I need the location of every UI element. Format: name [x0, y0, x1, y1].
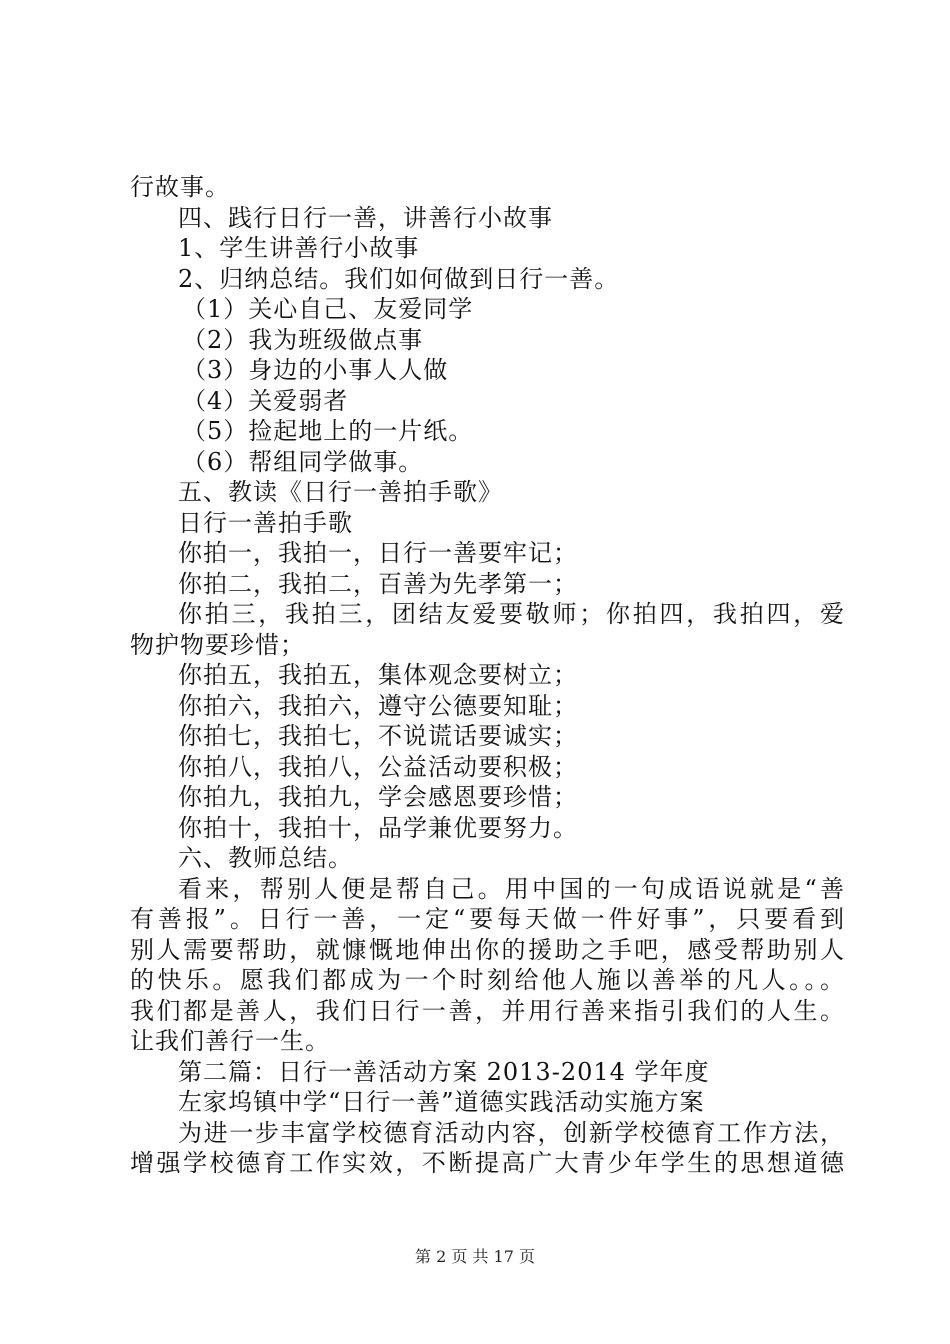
song-line: 你拍六，我拍六，遵守公德要知耻；: [178, 691, 578, 720]
chapter-heading: 第二篇：日行一善活动方案 2013-2014 学年度: [178, 1057, 710, 1086]
list-item: （6）帮组同学做事。: [182, 447, 424, 476]
song-line: 你拍八，我拍八，公益活动要积极；: [178, 752, 578, 781]
song-line: 你拍三，我拍三，团结友爱要敬师；你拍四，我拍四，爱: [178, 600, 845, 628]
list-item: （1）关心自己、友爱同学: [182, 295, 474, 323]
song-title: 日行一善拍手歌: [178, 508, 353, 537]
song-line: 你拍十，我拍十，品学兼优要努力。: [178, 813, 578, 842]
text-line: 2、归纳总结。我们如何做到日行一善。: [178, 264, 620, 293]
song-line: 你拍五，我拍五，集体观念要树立；: [178, 661, 578, 689]
section-heading: 四、践行日行一善，讲善行小故事: [178, 203, 553, 232]
paragraph-line: 让我们善行一生。: [130, 1027, 330, 1055]
list-item: （4）关爱弱者: [182, 386, 349, 415]
song-line: 你拍二，我拍二，百善为先孝第一；: [178, 569, 578, 598]
paragraph-line: 增强学校德育工作实效，不断提高广大青少年学生的思想道德: [130, 1149, 845, 1177]
song-line: 你拍九，我拍九，学会感恩要珍惜；: [178, 783, 578, 811]
text-line: 1、学生讲善行小故事: [178, 234, 420, 262]
song-line: 你拍一，我拍一，日行一善要牢记；: [178, 539, 578, 567]
song-line: 物护物要珍惜；: [130, 630, 305, 659]
list-item: （5）捡起地上的一片纸。: [182, 417, 474, 445]
paragraph-line: 别人需要帮助，就慷慨地伸出你的援助之手吧，感受帮助别人: [130, 935, 845, 964]
section-heading: 六、教师总结。: [178, 844, 353, 872]
text-line: 行故事。: [130, 173, 230, 201]
paragraph-line: 为进一步丰富学校德育活动内容，创新学校德育工作方法，: [178, 1118, 845, 1147]
list-item: （2）我为班级做点事: [182, 325, 424, 354]
document-body: [130, 172, 845, 1179]
section-heading: 五、教读《日行一善拍手歌》: [178, 478, 503, 506]
page-number-footer: 第 2 页 共 17 页: [415, 1247, 535, 1266]
paragraph-line: 看来，帮别人便是帮自己。用中国的一句成语说就是“善: [178, 874, 845, 903]
song-line: 你拍七，我拍七，不说谎话要诚实；: [178, 722, 578, 750]
paragraph-line: 有善报”。日行一善，一定“要每天做一件好事”，只要看到: [130, 905, 845, 933]
list-item: （3）身边的小事人人做: [182, 356, 449, 384]
plan-title: 左家坞镇中学“日行一善”道德实践活动实施方案: [178, 1088, 705, 1116]
paragraph-line: 我们都是善人，我们日行一善，并用行善来指引我们的人生。: [130, 996, 845, 1025]
paragraph-line: 的快乐。愿我们都成为一个时刻给他人施以善举的凡人。。。: [130, 966, 845, 994]
